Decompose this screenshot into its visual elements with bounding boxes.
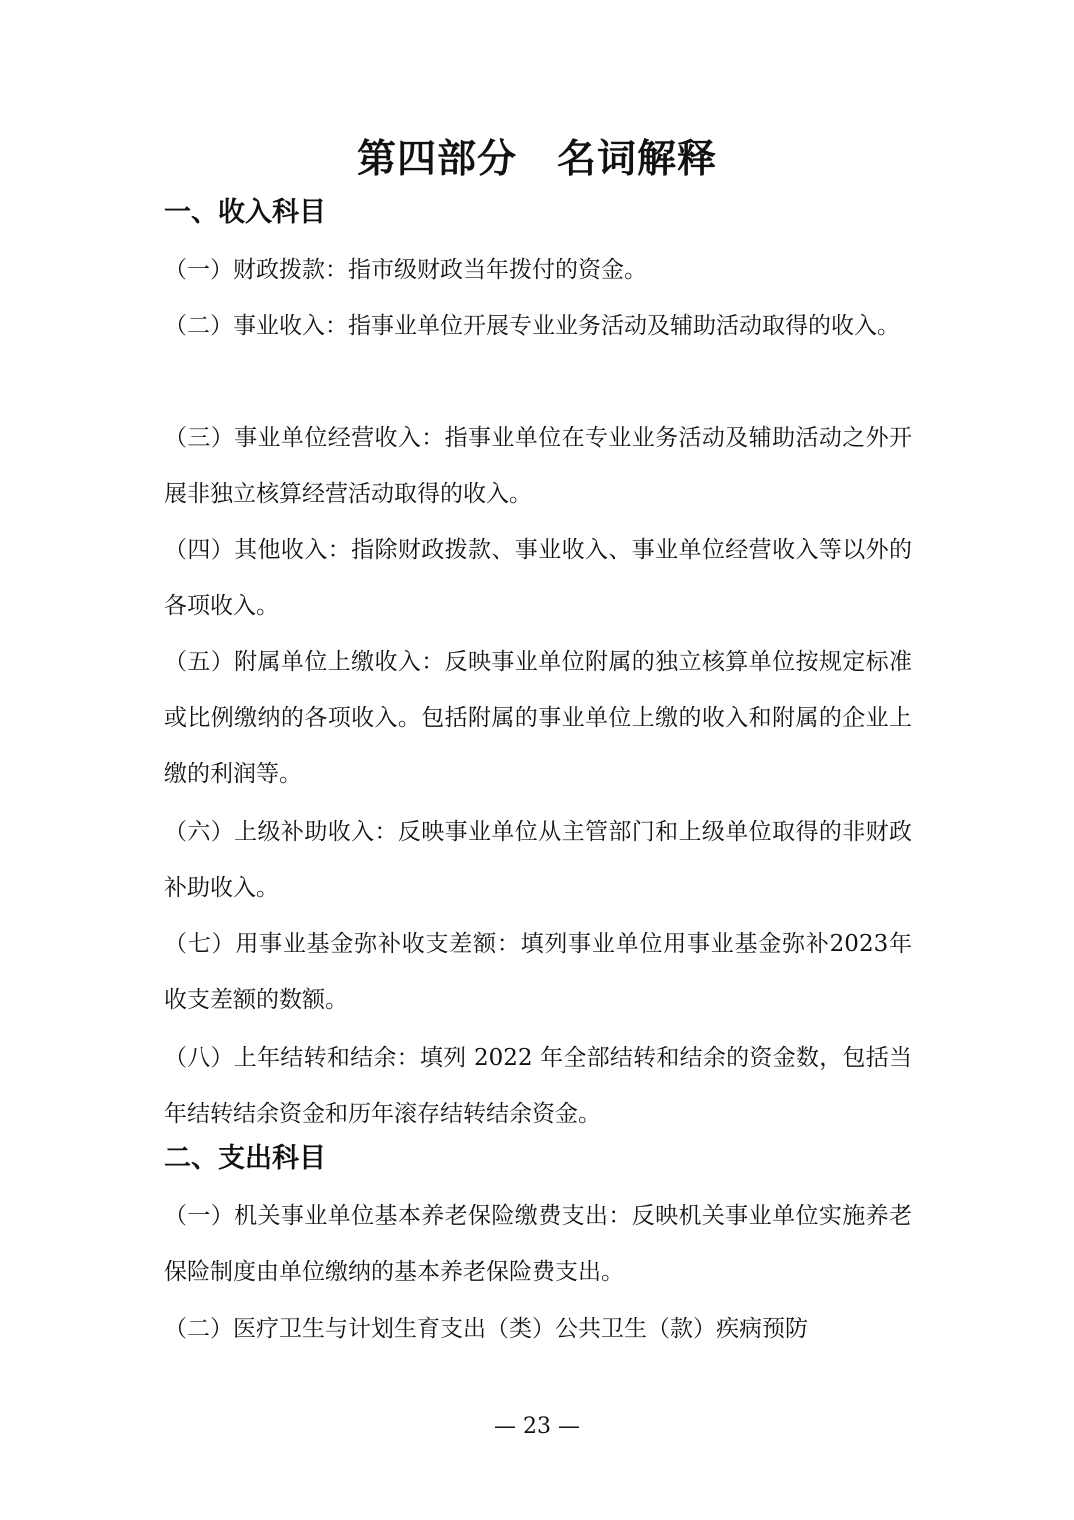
income-item-1: （一）财政拨款：指市级财政当年拨付的资金。 xyxy=(164,257,647,283)
income-item-5: （五）附属单位上缴收入：反映事业单位附属的独立核算单位按规定标准或比例缴纳的各项收入。包括附属的事业单位上缴的收入和附属的企业上缴的利润等。 xyxy=(164,649,912,787)
income-item-7: （七）用事业基金弥补收支差额：填列事业单位用事业基金弥补2023年收支差额的数额。 xyxy=(164,931,912,1013)
section-heading-expenditure: 二、支出科目 xyxy=(164,1143,326,1174)
income-item-4: （四）其他收入：指除财政拨款、事业收入、事业单位经营收入等以外的各项收入。 xyxy=(164,537,912,619)
expenditure-item-2: （二）医疗卫生与计划生育支出（类）公共卫生（款）疾病预防 xyxy=(164,1316,808,1342)
income-item-2: （二）事业收入：指事业单位开展专业业务活动及辅助活动取得的收入。 xyxy=(164,313,900,339)
income-item-6: （六）上级补助收入：反映事业单位从主管部门和上级单位取得的非财政补助收入。 xyxy=(164,819,912,901)
page-title: 第四部分 名词解释 xyxy=(356,137,717,182)
page-number: — 23 — xyxy=(494,1414,580,1439)
expenditure-item-1: （一）机关事业单位基本养老保险缴费支出：反映机关事业单位实施养老保险制度由单位缴纳的基本养老保险费支出。 xyxy=(164,1203,912,1285)
income-item-8: （八）上年结转和结余：填列 2022 年全部结转和结余的资金数，包括当年结转结余资金和历年滚存结转结余资金。 xyxy=(164,1045,912,1127)
section-heading-income: 一、收入科目 xyxy=(164,197,326,228)
income-item-3: （三）事业单位经营收入：指事业单位在专业业务活动及辅助活动之外开展非独立核算经营活动取得的收入。 xyxy=(164,425,912,507)
